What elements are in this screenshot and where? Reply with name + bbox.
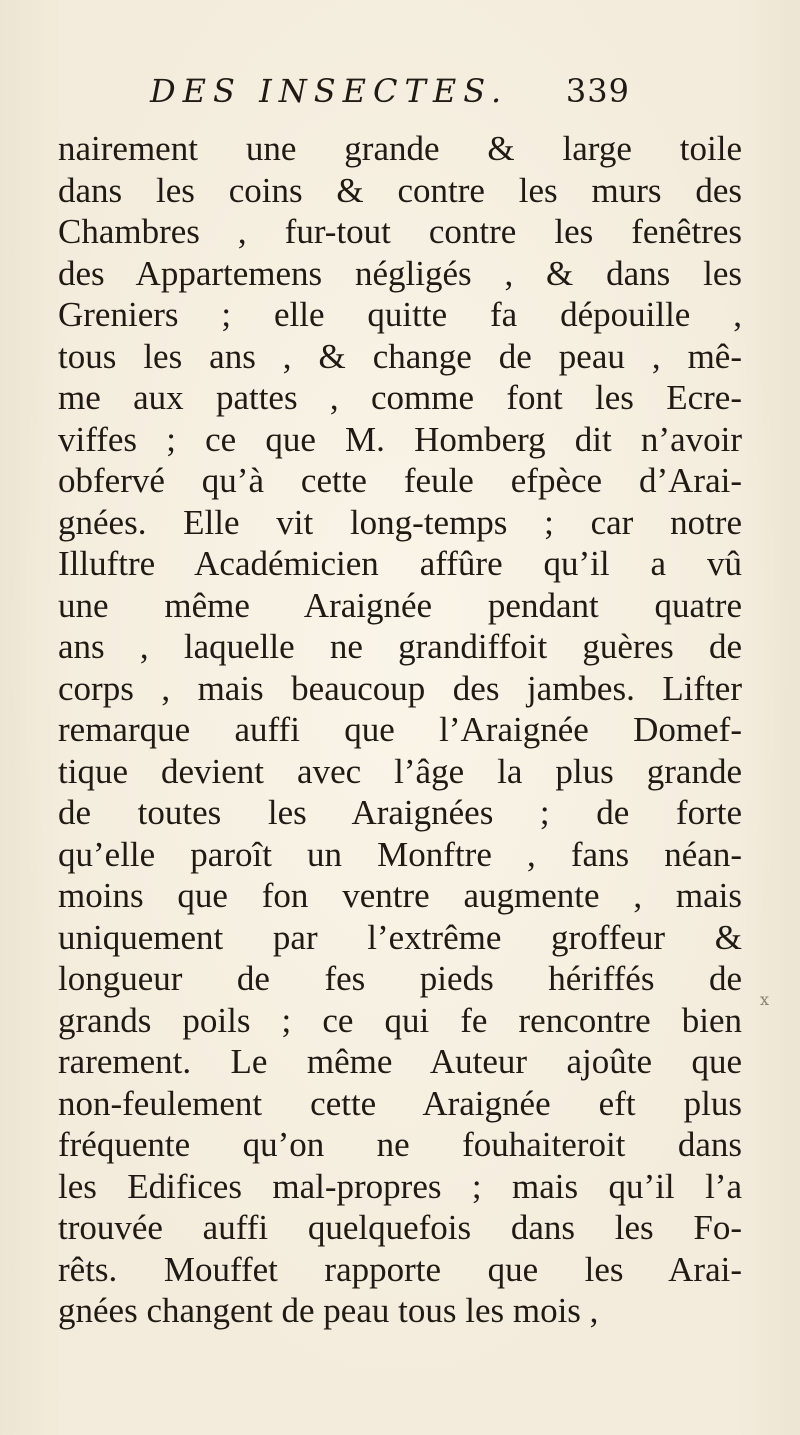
text-line: Illuftre Académicien affûre qu’il a vû — [58, 544, 742, 583]
text-line: moins que fon ventre augmente , mais — [58, 876, 742, 915]
text-line: longueur de fes pieds hériffés de — [58, 959, 742, 998]
text-line: des Appartemens négligés , & dans les — [58, 253, 742, 293]
text-line: remarque auffi que l’Araignée Domef- — [58, 710, 742, 749]
text-line: une même Araignée pendant quatre — [58, 585, 742, 625]
text-line: dans les coins & contre les murs des — [58, 170, 742, 210]
text-line: trouvée auffi quelquefois dans les Fo- — [58, 1208, 742, 1247]
margin-mark: x — [760, 990, 770, 1009]
running-head-title: DES INSECTES. — [150, 72, 509, 110]
text-line: obfervé qu’à cette feule efpèce d’Arai- — [58, 461, 742, 500]
text-line: les Edifices mal-propres ; mais qu’il l’a — [58, 1166, 742, 1206]
text-line: Greniers ; elle quitte fa dépouille , — [58, 295, 742, 334]
text-line: non-feulement cette Araignée eft plus — [58, 1083, 742, 1123]
text-line: gnées changent de peau tous les mois , — [58, 1291, 599, 1330]
text-line: rarement. Le même Auteur ajoûte que — [58, 1042, 742, 1081]
text-line: uniquement par l’extrême groffeur & — [58, 917, 742, 957]
text-line: tous les ans , & change de peau , mê- — [58, 336, 742, 376]
text-line: viffes ; ce que M. Homberg dit n’avoir — [58, 419, 742, 459]
body-text — [58, 128, 742, 1332]
text-line: me aux pattes , comme font les Ecre- — [58, 378, 742, 417]
text-line: fréquente qu’on ne fouhaiteroit dans — [58, 1125, 742, 1164]
text-line: rêts. Mouffet rapporte que les Arai- — [58, 1249, 742, 1289]
text-line: ans , laquelle ne grandiffoit guères de — [58, 627, 742, 666]
text-line: qu’elle paroît un Monftre , fans néan- — [58, 834, 742, 874]
text-line: de toutes les Araignées ; de forte — [58, 793, 742, 832]
text-line: Chambres , fur-tout contre les fenêtres — [58, 212, 742, 251]
text-line: tique devient avec l’âge la plus grande — [58, 751, 742, 791]
text-line: corps , mais beaucoup des jambes. Lifter — [58, 668, 742, 708]
page-number: 339 — [565, 72, 630, 110]
text-line: gnées. Elle vit long-temps ; car notre — [58, 502, 742, 542]
text-line: nairement une grande & large toile — [58, 129, 742, 168]
running-head — [150, 72, 630, 118]
text-line: grands poils ; ce qui fe rencontre bien — [58, 1000, 742, 1040]
